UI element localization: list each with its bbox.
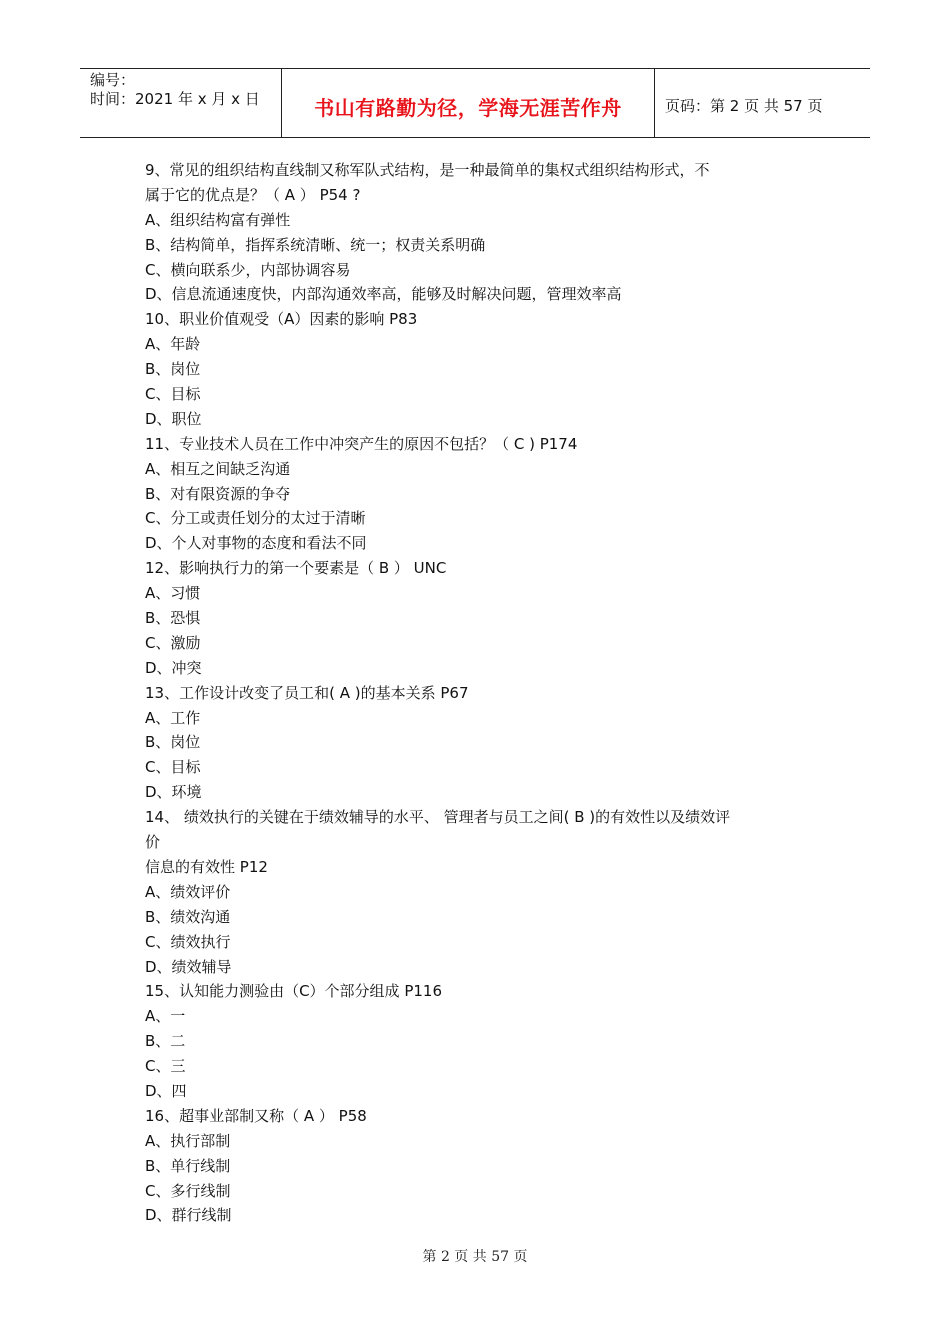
document-body	[145, 158, 825, 1228]
option-line: D、环境	[145, 783, 202, 802]
option-line: A、工作	[145, 708, 201, 727]
question-line: 12、影响执行力的第一个要素是（ B ） UNC	[145, 559, 447, 578]
question-line: 11、专业技术人员在工作中冲突产生的原因不包括？（ C ) P174	[145, 434, 578, 453]
option-line: A、相互之间缺乏沟通	[145, 459, 291, 478]
question-line: 9、常见的组织结构直线制又称军队式结构，是一种最简单的集权式组织结构形式，不	[145, 161, 710, 179]
option-line: A、执行部制	[145, 1131, 231, 1150]
option-line: C、横向联系少，内部协调容易	[145, 260, 351, 279]
option-line: D、四	[145, 1081, 187, 1100]
option-line: C、绩效执行	[145, 932, 231, 951]
number-label: 编号：	[90, 71, 136, 89]
question-line: 16、超事业部制又称（ A ） P58	[145, 1106, 367, 1125]
option-line: B、恐惧	[145, 609, 201, 628]
header-meta	[80, 69, 282, 137]
text-line: 信息的有效性 P12	[145, 857, 268, 876]
option-line: B、绩效沟通	[145, 907, 231, 926]
text-line: 属于它的优点是？（ A ） P54 ?	[145, 185, 361, 204]
option-line: B、单行线制	[145, 1156, 231, 1175]
option-line: C、激励	[145, 633, 201, 652]
option-line: C、目标	[145, 385, 201, 404]
header-page-info: 页码：第 2 页 共 57 页	[665, 96, 823, 115]
option-line: A、习惯	[145, 584, 201, 603]
option-line: A、绩效评价	[145, 882, 231, 901]
option-line: B、岗位	[145, 360, 201, 379]
time-label: 时间：2021 年 x 月 x 日	[90, 90, 260, 108]
option-line: D、职位	[145, 409, 202, 428]
option-line: D、信息流通速度快，内部沟通效率高，能够及时解决问题，管理效率高	[145, 285, 622, 304]
option-line: A、年龄	[145, 335, 201, 354]
option-line: B、结构简单，指挥系统清晰、统一；权责关系明确	[145, 235, 486, 254]
option-line: D、绩效辅导	[145, 957, 232, 976]
text-line: 价	[145, 833, 161, 852]
question-line: 13、工作设计改变了员工和( A )的基本关系 P67	[145, 683, 469, 702]
question-line: 10、职业价值观受（A）因素的影响 P83	[145, 310, 418, 329]
option-line: A、组织结构富有弹性	[145, 210, 291, 229]
question-line: 14、 绩效执行的关键在于绩效辅导的水平、 管理者与员工之间( B )的有效性以及绩效评	[145, 808, 731, 827]
option-line: B、岗位	[145, 733, 201, 752]
option-line: A、一	[145, 1007, 186, 1026]
option-line: D、群行线制	[145, 1206, 232, 1225]
option-line: D、冲突	[145, 658, 202, 677]
option-line: C、目标	[145, 758, 201, 777]
option-line: C、多行线制	[145, 1181, 231, 1200]
page-header	[80, 68, 870, 138]
page-footer: 第 2 页 共 57 页	[422, 1249, 528, 1265]
option-line: C、三	[145, 1057, 186, 1076]
option-line: B、对有限资源的争夺	[145, 484, 291, 503]
option-line: B、二	[145, 1032, 186, 1051]
option-line: D、个人对事物的态度和看法不同	[145, 534, 367, 553]
option-line: C、分工或责任划分的太过于清晰	[145, 509, 366, 528]
question-line: 15、认知能力测验由（C）个部分组成 P116	[145, 982, 443, 1001]
header-motto: 书山有路勤为径，学海无涯苦作舟	[282, 69, 655, 137]
